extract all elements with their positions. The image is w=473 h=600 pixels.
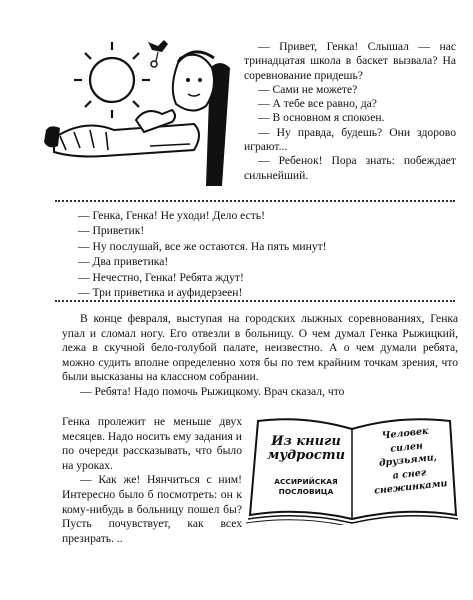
narrative-text: [62, 312, 458, 400]
dialog-line: — Ребенок! Пора знать: побеждает сильнейший.: [244, 154, 456, 182]
quote-line: снежинками: [373, 478, 448, 497]
dialog-line: — Генка, Генка! Не уходи! Дело есть!: [78, 209, 265, 222]
dialog-middle: [62, 208, 442, 300]
book-illustration: [244, 415, 462, 525]
narrative-column: [62, 415, 242, 546]
dialog-line: — Ну послушай, все же остаются. На пять минут!: [78, 239, 327, 253]
dialog-line: — Привет, Генка! Слышал — нас тринадцатая школа в баскет вызвала? На соревнование придешь?: [244, 40, 456, 82]
quote-line: силен: [389, 439, 424, 455]
quote-line: друзьями,: [378, 451, 438, 470]
book-title: Из книги мудрости: [266, 434, 346, 463]
paragraph: — Как же! Нянчиться с ним! Интересно было б посмотреть: он к кому-нибудь в больницу пошел бы? Пусть почувствует, как всех презирать. ..: [62, 473, 242, 545]
sun-icon: [74, 42, 150, 118]
paragraph: — Ребята! Надо помочь Рыжицкому. Врач сказал, что: [80, 384, 345, 398]
dialog-line: — Ну правда, будешь? Они здорово играют...: [244, 125, 456, 154]
dialog-top: [244, 40, 456, 183]
illustration-drawing: [40, 28, 240, 193]
quote-line: Человек: [381, 425, 429, 442]
dialog-line: — Приветик!: [78, 224, 145, 238]
dialog-line: — А тебе все равно, да?: [258, 97, 377, 111]
paragraph: В конце февраля, выступая на городских лыжных соревнованиях, Генка упал и сломал ногу. Его отвезли в больницу. О чем думал Генка Рыжицкий, лежа в скучной бело-голубой палате, неизвестно. А о чем думали ребята, можно судить вполне определенно хотя бы по тем крайним точкам зрения, что были высказаны на классном собрании.: [62, 312, 458, 384]
dialog-line: — Сами не можете?: [258, 82, 358, 96]
book-quote: [363, 423, 454, 499]
dialog-line: — Три приветика и ауфидерзеен!: [78, 286, 243, 300]
paragraph: Генка пролежит не меньше двух месяцев. Надо носить ему задания и по очереди рассказывать, что было на уроках.: [62, 415, 242, 472]
bird-icon: [148, 40, 168, 67]
quote-line: а снег: [392, 466, 427, 482]
dotted-divider: [55, 200, 455, 206]
dialog-line: — Нечестно, Генка! Ребята ждут!: [78, 270, 244, 284]
dotted-divider: [55, 300, 455, 306]
book-subtitle: АССИРИЙСКАЯ ПОСЛОВИЦА: [274, 477, 338, 496]
dialog-line: — Два приветика!: [78, 255, 169, 269]
dialog-line: — В основном я спокоен.: [258, 111, 385, 125]
boy-letter-illustration: [40, 28, 240, 193]
